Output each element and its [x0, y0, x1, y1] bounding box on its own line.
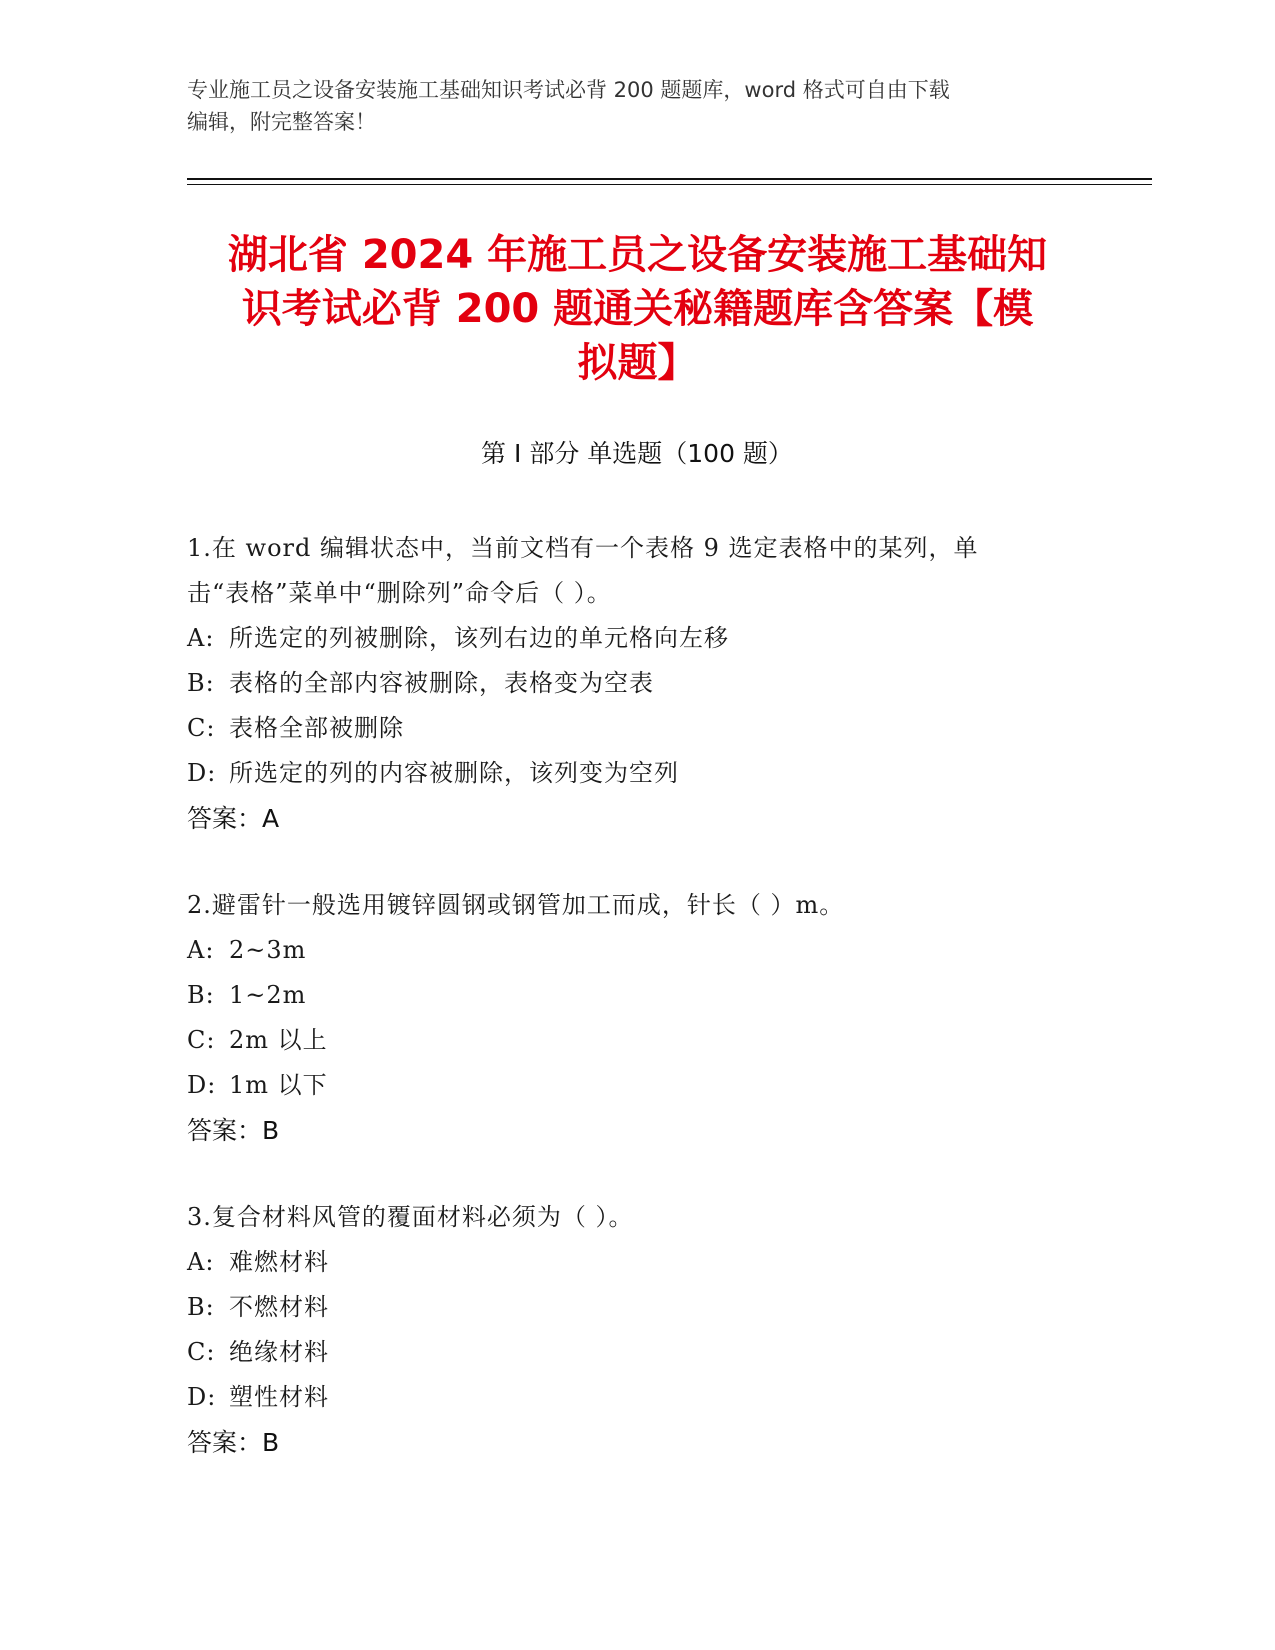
option-letter: A:: [187, 1248, 215, 1276]
answer-line: 答案：B: [187, 1428, 280, 1457]
option-d: [187, 1375, 1087, 1420]
question-3: [187, 1195, 1087, 1465]
option-text: 不燃材料: [229, 1293, 329, 1321]
option-b: [187, 1285, 1087, 1330]
question-stem: 击“表格”菜单中“删除列”命令后（ ）。: [187, 579, 612, 607]
option-text: 表格的全部内容被删除，表格变为空表: [229, 669, 654, 697]
option-b: [187, 661, 1087, 706]
question-stem: 2.避雷针一般选用镀锌圆钢或钢管加工而成，针长（ ）m。: [187, 891, 845, 919]
option-c: [187, 1018, 1087, 1063]
option-letter: D:: [187, 1071, 217, 1099]
option-b: [187, 973, 1087, 1018]
option-text: 塑性材料: [229, 1383, 329, 1411]
option-letter: C:: [187, 1026, 216, 1054]
option-letter: A:: [187, 624, 215, 652]
option-letter: B:: [187, 1293, 215, 1321]
option-a: [187, 616, 1087, 661]
option-letter: C:: [187, 714, 216, 742]
option-text: 难燃材料: [229, 1248, 329, 1276]
option-d: [187, 1063, 1087, 1108]
document-title-line: 识考试必背 200 题通关秘籍题库含答案【模: [241, 286, 1034, 332]
option-text: 绝缘材料: [229, 1338, 329, 1366]
header-divider-thin: [187, 184, 1152, 185]
option-letter: C:: [187, 1338, 216, 1366]
question-stem: 1.在 word 编辑状态中，当前文档有一个表格 9 选定表格中的某列，单: [187, 534, 979, 562]
document-title-line: 湖北省 2024 年施工员之设备安装施工基础知: [227, 232, 1048, 278]
header-note: [187, 74, 1087, 138]
section-heading: 第 I 部分 单选题（100 题）: [481, 439, 793, 468]
answer-line: 答案：A: [187, 804, 280, 833]
question-list: [187, 526, 1087, 1507]
option-c: [187, 1330, 1087, 1375]
question-1: [187, 526, 1087, 841]
question-2: [187, 883, 1087, 1153]
header-note-line: 编辑，附完整答案！: [187, 110, 376, 134]
option-letter: B:: [187, 981, 215, 1009]
header-note-line: 专业施工员之设备安装施工基础知识考试必背 200 题题库，word 格式可自由下载: [187, 78, 950, 102]
option-a: [187, 928, 1087, 973]
option-text: 2m 以上: [229, 1026, 328, 1054]
option-a: [187, 1240, 1087, 1285]
question-stem: 3.复合材料风管的覆面材料必须为（ ）。: [187, 1203, 634, 1231]
option-text: 2~3m: [229, 936, 307, 964]
option-letter: A:: [187, 936, 215, 964]
option-text: 所选定的列的内容被删除，该列变为空列: [229, 759, 679, 787]
option-text: 所选定的列被删除，该列右边的单元格向左移: [229, 624, 729, 652]
option-c: [187, 706, 1087, 751]
option-text: 1~2m: [229, 981, 307, 1009]
answer-line: 答案：B: [187, 1116, 280, 1145]
document-title: [170, 228, 1105, 390]
option-letter: D:: [187, 1383, 217, 1411]
header-divider-thick: [187, 178, 1152, 180]
document-title-line: 拟题】: [577, 340, 698, 386]
option-text: 1m 以下: [229, 1071, 328, 1099]
option-d: [187, 751, 1087, 796]
option-text: 表格全部被删除: [229, 714, 404, 742]
option-letter: B:: [187, 669, 215, 697]
option-letter: D:: [187, 759, 217, 787]
